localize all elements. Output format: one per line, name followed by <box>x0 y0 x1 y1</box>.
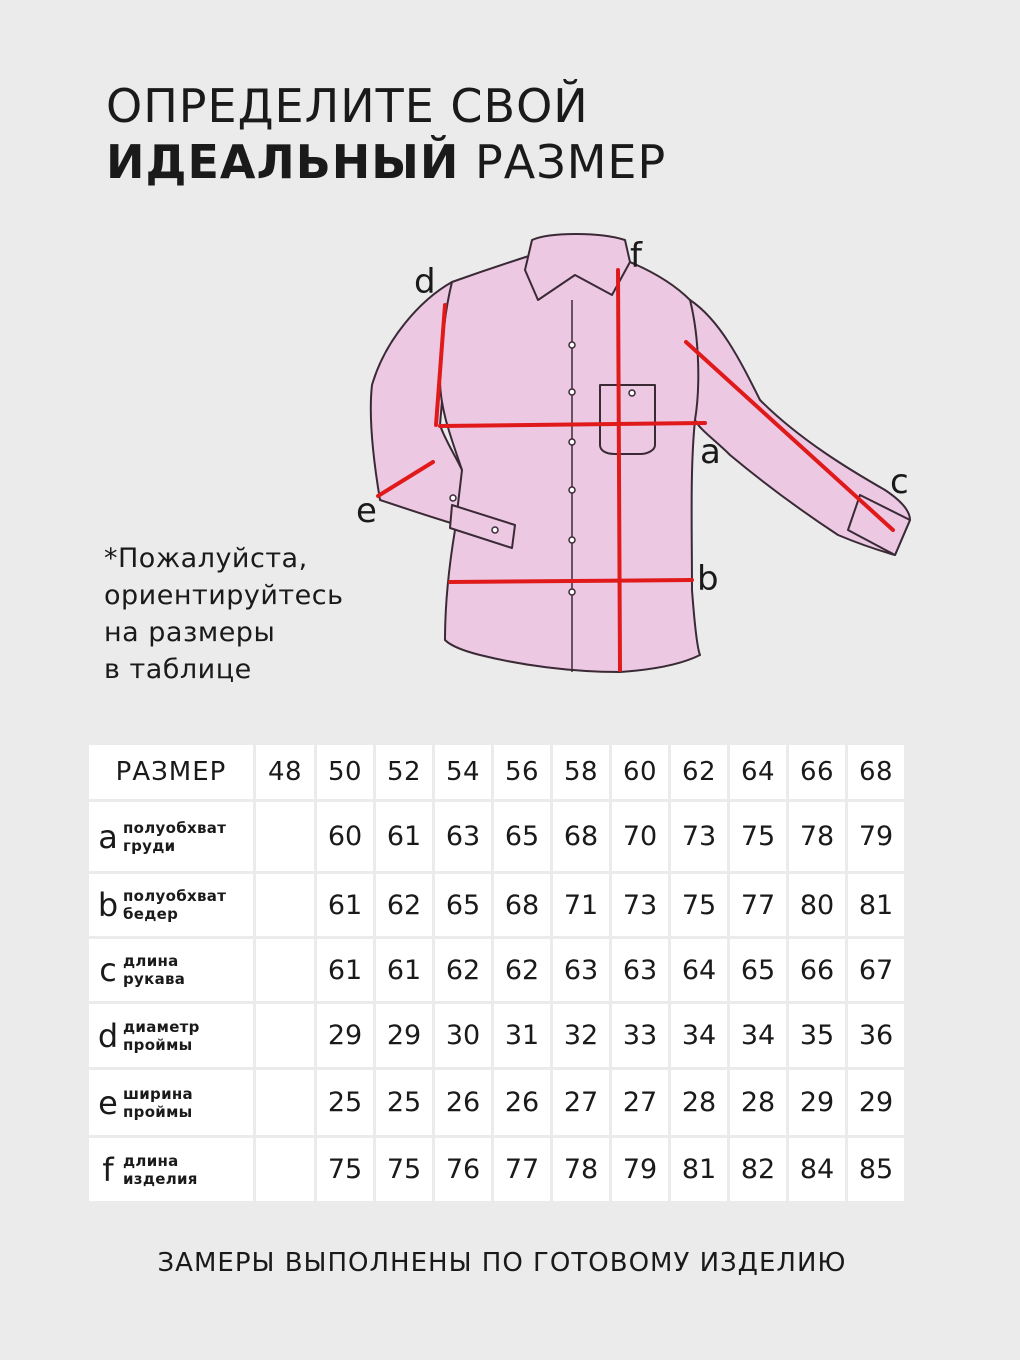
row-letter: a <box>98 817 118 856</box>
header-size: 66 <box>789 745 845 799</box>
table-cell: 29 <box>848 1070 904 1135</box>
table-cell: 81 <box>671 1138 727 1201</box>
row-label <box>89 939 253 1001</box>
header-size: 58 <box>553 745 609 799</box>
row-letter: e <box>98 1083 118 1122</box>
table-header-row <box>89 745 904 799</box>
table-cell: 78 <box>553 1138 609 1201</box>
title-rest: РАЗМЕР <box>459 135 667 189</box>
row-letter: c <box>99 951 117 989</box>
table-row <box>89 802 904 871</box>
table-row <box>89 874 904 936</box>
label-f: f <box>630 236 642 276</box>
table-cell: 70 <box>612 802 668 871</box>
table-cell: 67 <box>848 939 904 1001</box>
row-description <box>123 952 185 988</box>
table-cell: 76 <box>435 1138 491 1201</box>
table-cell: 65 <box>730 939 786 1001</box>
row-description-line: длина <box>123 952 179 970</box>
row-description <box>123 1018 200 1054</box>
header-size: 56 <box>494 745 550 799</box>
table-cell: 79 <box>848 802 904 871</box>
table-row <box>89 939 904 1001</box>
table-cell: 62 <box>376 874 432 936</box>
table-cell: 77 <box>494 1138 550 1201</box>
shirt-diagram <box>350 225 950 695</box>
table-cell: 63 <box>435 802 491 871</box>
row-description-line: ширина <box>123 1084 193 1103</box>
table-row <box>89 1004 904 1067</box>
table-cell: 75 <box>376 1138 432 1201</box>
row-description <box>123 887 226 923</box>
row-label <box>89 802 253 871</box>
table-cell <box>256 939 314 1001</box>
row-description <box>123 1085 193 1121</box>
header-size: 62 <box>671 745 727 799</box>
row-letter: f <box>102 1150 114 1189</box>
table-cell: 34 <box>671 1004 727 1067</box>
header-size: 52 <box>376 745 432 799</box>
title-bold-word: ИДЕАЛЬНЫЙ <box>106 135 460 189</box>
page-title <box>106 78 666 190</box>
row-label <box>89 1138 253 1201</box>
note-line-3: на размеры <box>104 617 276 648</box>
label-b: b <box>697 559 719 599</box>
table-cell: 32 <box>553 1004 609 1067</box>
title-line-2 <box>106 134 666 190</box>
measure-f-line <box>618 270 620 670</box>
table-row <box>89 1070 904 1135</box>
table-cell: 78 <box>789 802 845 871</box>
header-size-label: РАЗМЕР <box>89 745 253 799</box>
table-cell: 29 <box>789 1070 845 1135</box>
table-cell: 29 <box>376 1004 432 1067</box>
table-row <box>89 1138 904 1201</box>
table-cell: 36 <box>848 1004 904 1067</box>
table-cell: 73 <box>612 874 668 936</box>
table-cell: 27 <box>553 1070 609 1135</box>
size-note <box>104 540 344 688</box>
table-cell: 79 <box>612 1138 668 1201</box>
table-cell: 64 <box>671 939 727 1001</box>
header-size: 60 <box>612 745 668 799</box>
size-table <box>86 742 907 1204</box>
table-cell <box>256 1138 314 1201</box>
row-label <box>89 874 253 936</box>
label-a: a <box>700 432 721 472</box>
note-line-1: *Пожалуйста, <box>104 543 308 574</box>
table-cell: 63 <box>553 939 609 1001</box>
table-cell: 77 <box>730 874 786 936</box>
table-cell: 34 <box>730 1004 786 1067</box>
table-cell: 25 <box>317 1070 373 1135</box>
table-cell: 61 <box>376 939 432 1001</box>
table-cell: 25 <box>376 1070 432 1135</box>
row-label <box>89 1004 253 1067</box>
table-cell: 62 <box>435 939 491 1001</box>
row-letter: d <box>97 1016 119 1055</box>
table-cell: 28 <box>671 1070 727 1135</box>
table-cell: 61 <box>317 939 373 1001</box>
table-cell <box>256 1004 314 1067</box>
shirt-body <box>440 255 700 672</box>
header-size: 68 <box>848 745 904 799</box>
table-cell: 61 <box>376 802 432 871</box>
table-cell <box>256 1070 314 1135</box>
header-size: 64 <box>730 745 786 799</box>
table-cell: 65 <box>494 802 550 871</box>
label-d: d <box>414 262 436 302</box>
table-cell: 62 <box>494 939 550 1001</box>
table-cell: 71 <box>553 874 609 936</box>
label-c: c <box>890 462 909 502</box>
row-description-line: проймы <box>123 1102 193 1121</box>
row-description-line: полуобхват <box>123 818 227 837</box>
row-description <box>123 1152 198 1188</box>
row-description <box>123 819 226 855</box>
row-description-line: полуобхват <box>123 887 227 905</box>
footer-note: ЗАМЕРЫ ВЫПОЛНЕНЫ ПО ГОТОВОМУ ИЗДЕЛИЮ <box>157 1248 847 1278</box>
table-cell: 26 <box>494 1070 550 1135</box>
table-cell: 61 <box>317 874 373 936</box>
table-cell: 68 <box>494 874 550 936</box>
table-cell: 81 <box>848 874 904 936</box>
row-description-line: длина <box>123 1151 179 1170</box>
table-cell: 80 <box>789 874 845 936</box>
table-cell: 63 <box>612 939 668 1001</box>
row-description-line: диаметр <box>123 1017 200 1036</box>
table-cell: 27 <box>612 1070 668 1135</box>
table-cell: 75 <box>317 1138 373 1201</box>
table-cell: 31 <box>494 1004 550 1067</box>
table-cell: 84 <box>789 1138 845 1201</box>
measure-b-line <box>450 580 692 582</box>
row-label <box>89 1070 253 1135</box>
shirt-pocket <box>600 385 655 454</box>
row-description-line: рукава <box>123 970 186 988</box>
table-cell: 33 <box>612 1004 668 1067</box>
row-description-line: изделия <box>123 1169 198 1188</box>
table-cell: 75 <box>730 802 786 871</box>
table-cell: 85 <box>848 1138 904 1201</box>
label-e: e <box>356 491 377 531</box>
note-line-4: в таблице <box>104 654 252 685</box>
table-cell: 30 <box>435 1004 491 1067</box>
row-description-line: бедер <box>123 905 179 923</box>
header-size: 50 <box>317 745 373 799</box>
title-line-1: ОПРЕДЕЛИТЕ СВОЙ <box>106 79 589 133</box>
table-cell: 66 <box>789 939 845 1001</box>
table-cell: 68 <box>553 802 609 871</box>
table-cell: 75 <box>671 874 727 936</box>
note-line-2: ориентируйтесь <box>104 580 344 611</box>
table-cell: 82 <box>730 1138 786 1201</box>
table-cell: 28 <box>730 1070 786 1135</box>
row-description-line: груди <box>123 836 176 855</box>
table-cell <box>256 802 314 871</box>
row-letter: b <box>97 886 119 924</box>
table-cell: 35 <box>789 1004 845 1067</box>
table-cell: 29 <box>317 1004 373 1067</box>
header-size: 48 <box>256 745 314 799</box>
table-cell: 60 <box>317 802 373 871</box>
table-cell: 65 <box>435 874 491 936</box>
table-cell <box>256 874 314 936</box>
row-description-line: проймы <box>123 1035 193 1054</box>
table-cell: 26 <box>435 1070 491 1135</box>
table-cell: 73 <box>671 802 727 871</box>
header-size: 54 <box>435 745 491 799</box>
